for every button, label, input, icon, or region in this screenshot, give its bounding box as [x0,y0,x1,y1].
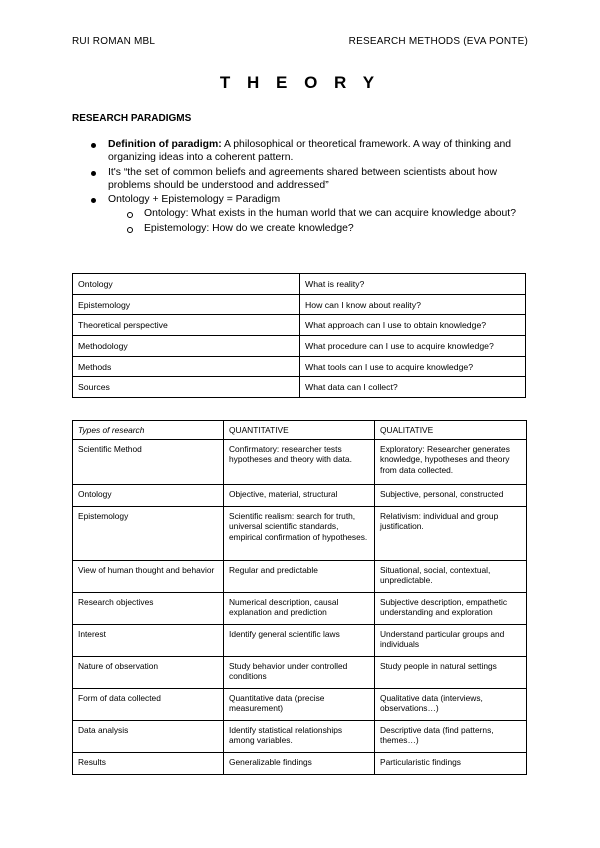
table-row [73,315,526,336]
table-cell: Identify statistical relationships among variables. [224,721,375,753]
table-cell: Scientific Method [73,440,224,485]
table-row [73,440,527,485]
bullet-dot-icon [91,143,96,148]
table-cell: Subjective description, empathetic understanding and exploration [375,593,527,625]
table-header-row [73,421,527,440]
table-cell: Subjective, personal, constructed [375,485,527,507]
bullet-item [72,166,532,193]
table-cell: Study people in natural settings [375,657,527,689]
table-cell: Numerical description, causal explanation and prediction [224,593,375,625]
table-cell: Situational, social, contextual, unpredictable. [375,561,527,593]
table-cell: Nature of observation [73,657,224,689]
table-cell: Exploratory: Researcher generates knowledge, hypotheses and theory from data collected. [375,440,527,485]
table-cell: Sources [73,377,300,398]
table-cell: Ontology [73,485,224,507]
table-row [73,485,527,507]
table-cell: Identify general scientific laws [224,625,375,657]
bullet-list [72,138,532,236]
table-cell: Study behavior under controlled conditions [224,657,375,689]
table-cell: Relativism: individual and group justification. [375,507,527,561]
sub-bullet-text: Epistemology: How do we create knowledge? [144,222,354,234]
table-row [73,657,527,689]
bullet-circle-icon [127,212,133,218]
table-row [73,274,526,295]
table-row [73,507,527,561]
table-row [73,377,526,398]
table-cell: Particularistic findings [375,753,527,775]
table-cell: Results [73,753,224,775]
table-cell: What approach can I use to obtain knowledge? [300,315,526,336]
table-cell: Research objectives [73,593,224,625]
table-cell: Ontology [73,274,300,295]
table-cell: What procedure can I use to acquire knowledge? [300,336,526,357]
table-cell: Epistemology [73,507,224,561]
table-row [73,294,526,315]
header-course: RESEARCH METHODS (EVA PONTE) [348,36,528,47]
bullet-dot-icon [91,198,96,203]
table-row [73,625,527,657]
table-cell: Generalizable findings [224,753,375,775]
table-cell: Theoretical perspective [73,315,300,336]
table-row [73,689,527,721]
research-types-table [72,420,527,775]
bullet-dot-icon [91,171,96,176]
page-title: T H E O R Y [219,73,381,92]
table-cell: Quantitative data (precise measurement) [224,689,375,721]
table-cell: Confirmatory: researcher tests hypotheses and theory with data. [224,440,375,485]
table-cell: Qualitative data (interviews, observations…) [375,689,527,721]
table-cell: Interest [73,625,224,657]
header-author: RUI ROMAN MBL [72,36,156,47]
table-cell: Regular and predictable [224,561,375,593]
paradigm-questions-table [72,273,526,398]
page-header [72,36,528,50]
table-cell: Objective, material, structural [224,485,375,507]
sub-bullet-item [72,222,532,235]
table-row [73,356,526,377]
bullet-item [72,138,532,165]
table-cell: Methodology [73,336,300,357]
table-cell: Understand particular groups and individuals [375,625,527,657]
table-cell: Descriptive data (find patterns, themes…) [375,721,527,753]
bullet-circle-icon [127,227,133,233]
bullet-text: It's “the set of common beliefs and agreements shared between scientists about how problems should be understood and addressed” [108,166,497,191]
table-cell: Form of data collected [73,689,224,721]
table-cell: Data analysis [73,721,224,753]
bullet-bold-term: Definition of paradigm: [108,139,222,150]
table-cell: How can I know about reality? [300,294,526,315]
table-cell: What is reality? [300,274,526,295]
table-cell: View of human thought and behavior [73,561,224,593]
table-row [73,753,527,775]
sub-bullet-text: Ontology: What exists in the human world that we can acquire knowledge about? [144,208,516,220]
table-cell: Epistemology [73,294,300,315]
table-row [73,593,527,625]
table-cell: What data can I collect? [300,377,526,398]
table-row [73,561,527,593]
table-row [73,336,526,357]
section-title: RESEARCH PARADIGMS [72,113,192,124]
bullet-item [72,193,532,206]
table-header-cell: QUALITATIVE [375,421,527,440]
table-header-cell: QUANTITATIVE [224,421,375,440]
bullet-text: A philosophical or theoretical framework. A way of thinking and organizing ideas into a coherent pattern. [108,139,512,164]
table-cell: What tools can I use to acquire knowledge? [300,356,526,377]
table-row [73,721,527,753]
sub-bullet-item [72,207,532,220]
table-cell: Methods [73,356,300,377]
table-header-cell: Types of research [73,421,224,440]
table-cell: Scientific realism: search for truth, universal scientific standards, empirical confirmation of hypotheses. [224,507,375,561]
bullet-text: Ontology + Epistemology = Paradigm [108,194,281,206]
